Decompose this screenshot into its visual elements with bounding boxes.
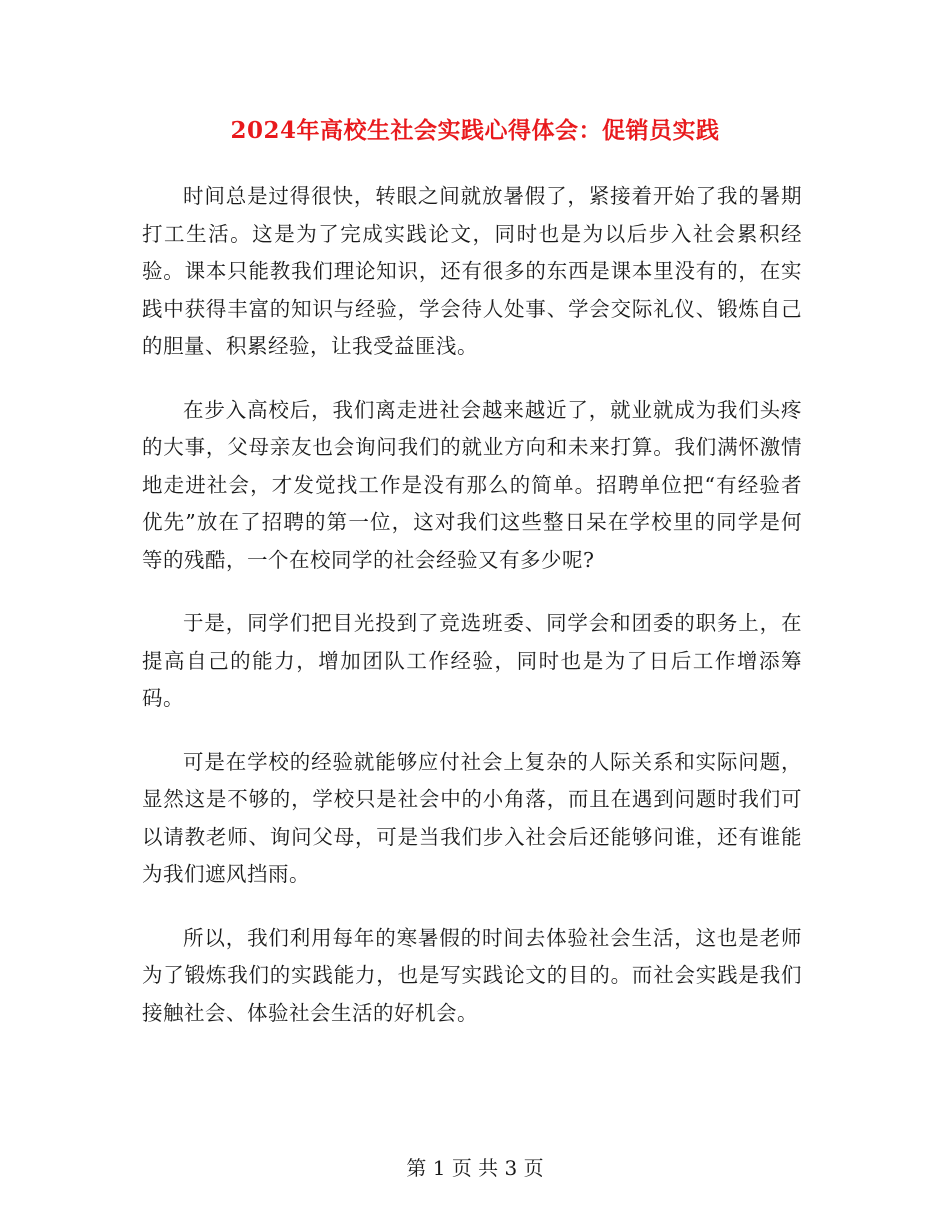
paragraph-4: 可是在学校的经验就能够应付社会上复杂的人际关系和实际问题，显然这是不够的，学校只是社会中的小角落，而且在遇到问题时我们可以请教老师、询问父母，可是当我们步入社会后还能够问谁，还有谁能为我们遮风挡雨。 <box>142 749 802 886</box>
paragraph-2: 在步入高校后，我们离走进社会越来越近了，就业就成为我们头疼的大事，父母亲友也会询问我们的就业方向和未来打算。我们满怀激情地走进社会，才发觉找工作是没有那么的简单。招聘单位把“有经验者优先”放在了招聘的第一位，这对我们这些整日呆在学校里的同学是何等的残酷，一个在校同学的社会经验又有多少呢? <box>142 397 802 572</box>
paragraph-3: 于是，同学们把目光投到了竞选班委、同学会和团委的职务上，在提高自己的能力，增加团队工作经验，同时也是为了日后工作增添筹码。 <box>142 611 802 710</box>
document-title: 2024年高校生社会实践心得体会：促销员实践 <box>230 117 720 144</box>
document-body <box>142 178 802 1058</box>
page-number-footer: 第 1 页 共 3 页 <box>406 1156 544 1180</box>
paragraph-1: 时间总是过得很快，转眼之间就放暑假了，紧接着开始了我的暑期打工生活。这是为了完成实践论文，同时也是为以后步入社会累积经验。课本只能教我们理论知识，还有很多的东西是课本里没有的，在实践中获得丰富的知识与经验，学会待人处事、学会交际礼仪、锻炼自己的胆量、积累经验，让我受益匪浅。 <box>142 184 802 358</box>
paragraph-5: 所以，我们利用每年的寒暑假的时间去体验社会生活，这也是老师为了锻炼我们的实践能力，也是写实践论文的目的。而社会实践是我们接触社会、体验社会生活的好机会。 <box>142 925 802 1025</box>
